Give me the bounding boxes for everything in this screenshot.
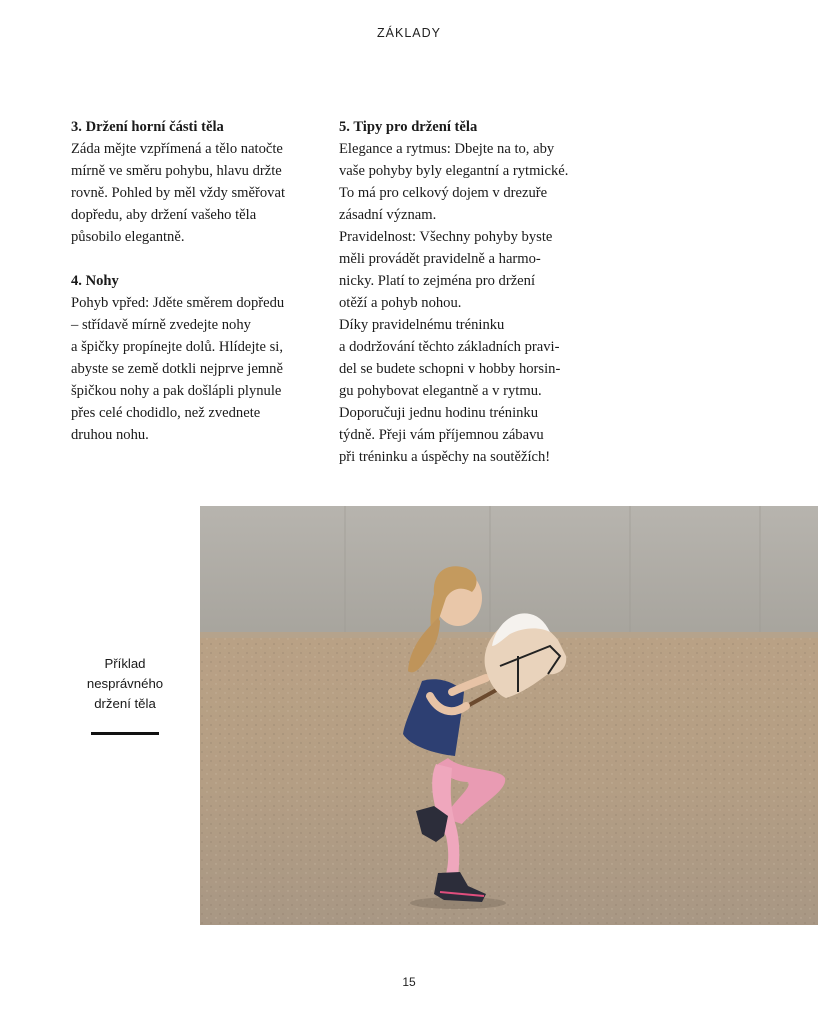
photo-girl-hobby-horse — [200, 506, 818, 925]
body-text-line: týdně. Přeji vám příjemnou zábavu — [339, 427, 544, 443]
left-column — [71, 116, 316, 446]
body-text-line: vaše pohyby byly elegantní a rytmické. — [339, 163, 569, 179]
section-heading-tips: 5. Tipy pro držení těla — [339, 119, 478, 135]
body-text-line: špičkou nohy a pak došlápli plynule — [71, 383, 282, 399]
caption-underline-rule — [91, 732, 159, 735]
caption-line: držení těla — [94, 696, 156, 711]
body-text-line: Pravidelnost: Všechny pohyby byste — [339, 229, 553, 245]
section-heading-body-posture: 3. Držení horní části těla — [71, 119, 224, 135]
body-text-line: Záda mějte vzpřímená a tělo natočte — [71, 141, 283, 157]
running-header: ZÁKLADY — [377, 26, 441, 40]
body-text-line: Díky pravidelnému tréninku — [339, 317, 505, 333]
figure-caption — [70, 654, 180, 714]
body-text-line: nicky. Platí to zejména pro držení — [339, 273, 536, 289]
body-text-line: Pohyb vpřed: Jděte směrem dopředu — [71, 295, 285, 311]
body-text-line: Doporučuji jednu hodinu tréninku — [339, 405, 539, 421]
photo-illustration — [200, 506, 818, 925]
body-text-line: abyste se země dotkli nejprve jemně — [71, 361, 283, 377]
page-number: 15 — [402, 975, 416, 989]
body-text-line: – střídavě mírně zvedejte nohy — [71, 317, 251, 333]
body-text-line: a dodržování těchto základních pravi- — [339, 339, 560, 355]
body-text-line: rovně. Pohled by měl vždy směřovat — [71, 185, 285, 201]
body-text-line: zásadní význam. — [339, 207, 437, 223]
right-column — [339, 116, 594, 468]
body-text-line: a špičky propínejte dolů. Hlídejte si, — [71, 339, 283, 355]
body-text-line: přes celé chodidlo, než zvednete — [71, 405, 261, 421]
body-text-line: dopředu, aby držení vašeho těla — [71, 207, 257, 223]
section-heading-legs: 4. Nohy — [71, 273, 119, 289]
body-text-line: mírně ve směru pohybu, hlavu držte — [71, 163, 282, 179]
body-text-line: otěží a pohyb nohou. — [339, 295, 462, 311]
body-text-line: del se budete schopni v hobby horsin- — [339, 361, 561, 377]
body-text-line: měli provádět pravidelně a harmo- — [339, 251, 541, 267]
body-text-line: druhou nohu. — [71, 427, 149, 443]
paragraph-gap — [71, 248, 316, 270]
caption-line: Příklad — [104, 656, 146, 671]
caption-line: nesprávného — [86, 676, 164, 691]
body-text-line: Elegance a rytmus: Dbejte na to, aby — [339, 141, 555, 157]
body-text-line: působilo elegantně. — [71, 229, 185, 245]
body-text-line: To má pro celkový dojem v drezuře — [339, 185, 548, 201]
body-text-line: při tréninku a úspěchy na soutěžích! — [339, 449, 551, 465]
body-text-line: gu pohybovat elegantně a v rytmu. — [339, 383, 542, 399]
